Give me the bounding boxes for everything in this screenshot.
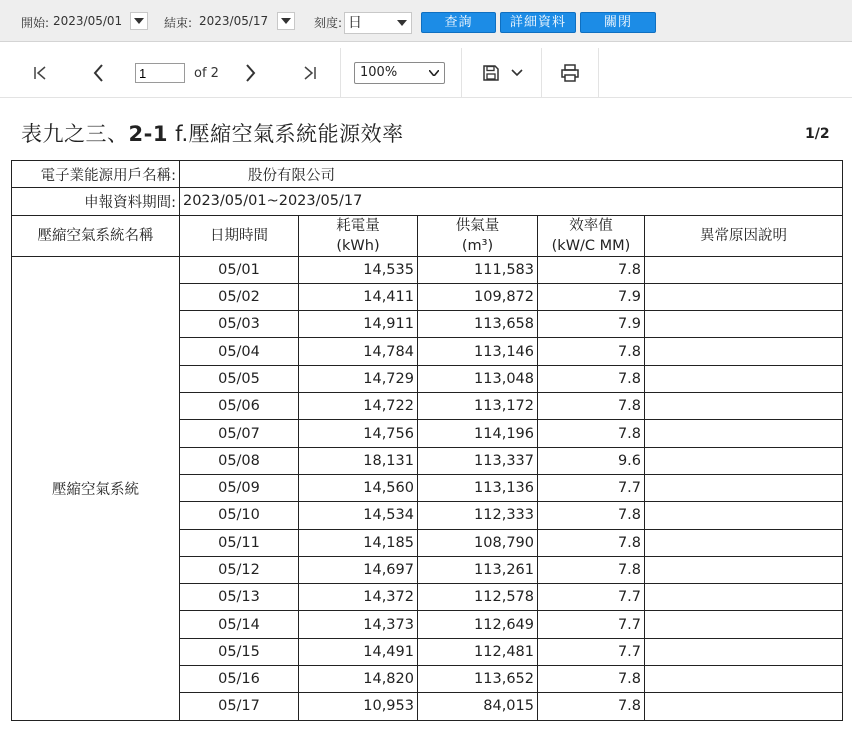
end-date-value[interactable]: 2023/05/17 [199,14,269,28]
last-page-icon[interactable] [298,61,322,85]
first-page-icon[interactable] [28,61,52,85]
date-cell: 05/14 [180,611,299,638]
reason-cell [645,556,843,583]
report-title-suffix: f.壓縮空氣系統能源效率 [167,122,404,146]
power-cell: 14,535 [299,256,418,283]
air-cell: 108,790 [418,529,538,556]
date-cell: 05/04 [180,338,299,365]
reason-cell [645,447,843,474]
power-cell: 14,185 [299,529,418,556]
start-date-dropdown[interactable] [130,12,148,30]
reason-cell [645,365,843,392]
date-cell: 05/02 [180,283,299,310]
column-header-power [299,215,418,256]
power-cell: 14,911 [299,311,418,338]
efficiency-cell: 7.7 [538,474,645,501]
date-cell: 05/06 [180,393,299,420]
prev-page-icon[interactable] [87,61,111,85]
efficiency-cell: 7.8 [538,502,645,529]
column-header-power-unit: (kWh) [336,237,380,254]
column-header-reason: 異常原因說明 [645,215,843,256]
report-title-code: 2-1 [128,122,168,146]
date-cell: 05/12 [180,556,299,583]
next-page-icon[interactable] [238,61,262,85]
end-date-label: 結束: [164,16,193,30]
query-button[interactable]: 查詢 [421,12,496,33]
air-cell: 113,172 [418,393,538,420]
toolbar-divider [598,48,599,98]
power-cell: 14,534 [299,502,418,529]
efficiency-cell: 7.8 [538,666,645,693]
customer-value: 股份有限公司 [180,161,843,188]
start-date-value[interactable]: 2023/05/01 [53,14,123,28]
power-cell: 10,953 [299,693,418,720]
power-cell: 14,729 [299,365,418,392]
print-icon[interactable] [558,61,582,85]
toolbar-divider [340,48,341,98]
date-cell: 05/01 [180,256,299,283]
period-value: 2023/05/01~2023/05/17 [180,188,843,215]
end-date-dropdown[interactable] [277,12,295,30]
date-cell: 05/15 [180,638,299,665]
efficiency-cell: 7.8 [538,393,645,420]
air-cell: 109,872 [418,283,538,310]
reason-cell [645,502,843,529]
power-cell: 14,820 [299,666,418,693]
chevron-down-icon [429,70,439,76]
column-header-efficiency [538,215,645,256]
date-cell: 05/08 [180,447,299,474]
reason-cell [645,666,843,693]
reason-cell [645,283,843,310]
efficiency-cell: 7.9 [538,311,645,338]
reason-cell [645,393,843,420]
efficiency-cell: 7.8 [538,420,645,447]
date-cell: 05/09 [180,474,299,501]
air-cell: 113,136 [418,474,538,501]
chevron-down-icon [397,20,407,26]
reason-cell [645,584,843,611]
report-title-prefix: 表九之三、 [21,122,129,146]
page-indicator: 1/2 [805,126,830,142]
column-header-efficiency-unit: (kW/C MM) [551,237,631,254]
date-cell: 05/11 [180,529,299,556]
period-row [12,188,843,215]
customer-row [12,161,843,188]
reason-cell [645,474,843,501]
date-cell: 05/16 [180,666,299,693]
toolbar-divider [461,48,462,98]
efficiency-cell: 7.7 [538,584,645,611]
efficiency-cell: 7.8 [538,529,645,556]
date-cell: 05/17 [180,693,299,720]
air-cell: 84,015 [418,693,538,720]
column-header-efficiency-name: 效率值 [569,217,613,234]
system-name-cell: 壓縮空氣系統 [12,256,180,720]
date-cell: 05/07 [180,420,299,447]
air-cell: 111,583 [418,256,538,283]
air-cell: 112,333 [418,502,538,529]
viewer-toolbar [0,48,852,98]
zoom-select-value: 100% [360,65,398,80]
efficiency-cell: 7.8 [538,693,645,720]
date-cell: 05/05 [180,365,299,392]
air-cell: 113,658 [418,311,538,338]
toolbar-divider [541,48,542,98]
efficiency-cell: 7.8 [538,556,645,583]
column-header-row [12,215,843,256]
start-date-label: 開始: [21,16,50,30]
power-cell: 14,756 [299,420,418,447]
reason-cell [645,693,843,720]
air-cell: 112,578 [418,584,538,611]
efficiency-cell: 9.6 [538,447,645,474]
efficiency-cell: 7.8 [538,338,645,365]
scale-select[interactable] [344,12,412,34]
column-header-air [418,215,538,256]
date-cell: 05/03 [180,311,299,338]
efficiency-cell: 7.7 [538,638,645,665]
reason-cell [645,638,843,665]
power-cell: 14,722 [299,393,418,420]
power-cell: 14,373 [299,611,418,638]
page-total-text: of 2 [194,66,219,81]
reason-cell [645,611,843,638]
report-table-body [12,161,843,721]
column-header-power-name: 耗電量 [336,217,380,234]
air-cell: 113,146 [418,338,538,365]
efficiency-cell: 7.8 [538,365,645,392]
column-header-system: 壓縮空氣系統名稱 [12,215,180,256]
power-cell: 14,372 [299,584,418,611]
reason-cell [645,529,843,556]
power-cell: 14,491 [299,638,418,665]
efficiency-cell: 7.8 [538,256,645,283]
air-cell: 113,048 [418,365,538,392]
reason-cell [645,420,843,447]
air-cell: 112,649 [418,611,538,638]
scale-label: 刻度: [314,16,343,30]
period-label: 申報資料期間: [12,188,180,215]
power-cell: 14,784 [299,338,418,365]
column-header-air-name: 供氣量 [455,217,500,234]
scale-select-value: 日 [348,15,362,31]
air-cell: 113,261 [418,556,538,583]
report-title [21,118,404,148]
table-row [12,256,843,283]
power-cell: 18,131 [299,447,418,474]
air-cell: 112,481 [418,638,538,665]
date-cell: 05/13 [180,584,299,611]
reason-cell [645,338,843,365]
reason-cell [645,311,843,338]
report-table [11,160,843,721]
chevron-down-icon [134,18,144,24]
air-cell: 113,337 [418,447,538,474]
page-number-input[interactable] [135,63,185,83]
filter-bar [0,0,852,42]
column-header-date: 日期時間 [180,215,299,256]
power-cell: 14,411 [299,283,418,310]
column-header-air-unit: (m³) [461,237,494,254]
power-cell: 14,697 [299,556,418,583]
efficiency-cell: 7.7 [538,611,645,638]
zoom-select[interactable] [354,62,445,84]
save-icon[interactable] [479,61,503,85]
date-cell: 05/10 [180,502,299,529]
detail-button[interactable]: 詳細資料 [500,12,576,33]
efficiency-cell: 7.9 [538,283,645,310]
air-cell: 114,196 [418,420,538,447]
close-button[interactable]: 關閉 [580,12,656,33]
power-cell: 14,560 [299,474,418,501]
chevron-down-icon [281,18,291,24]
dropdown-icon[interactable] [505,61,529,85]
reason-cell [645,256,843,283]
air-cell: 113,652 [418,666,538,693]
customer-label: 電子業能源用戶名稱: [12,161,180,188]
